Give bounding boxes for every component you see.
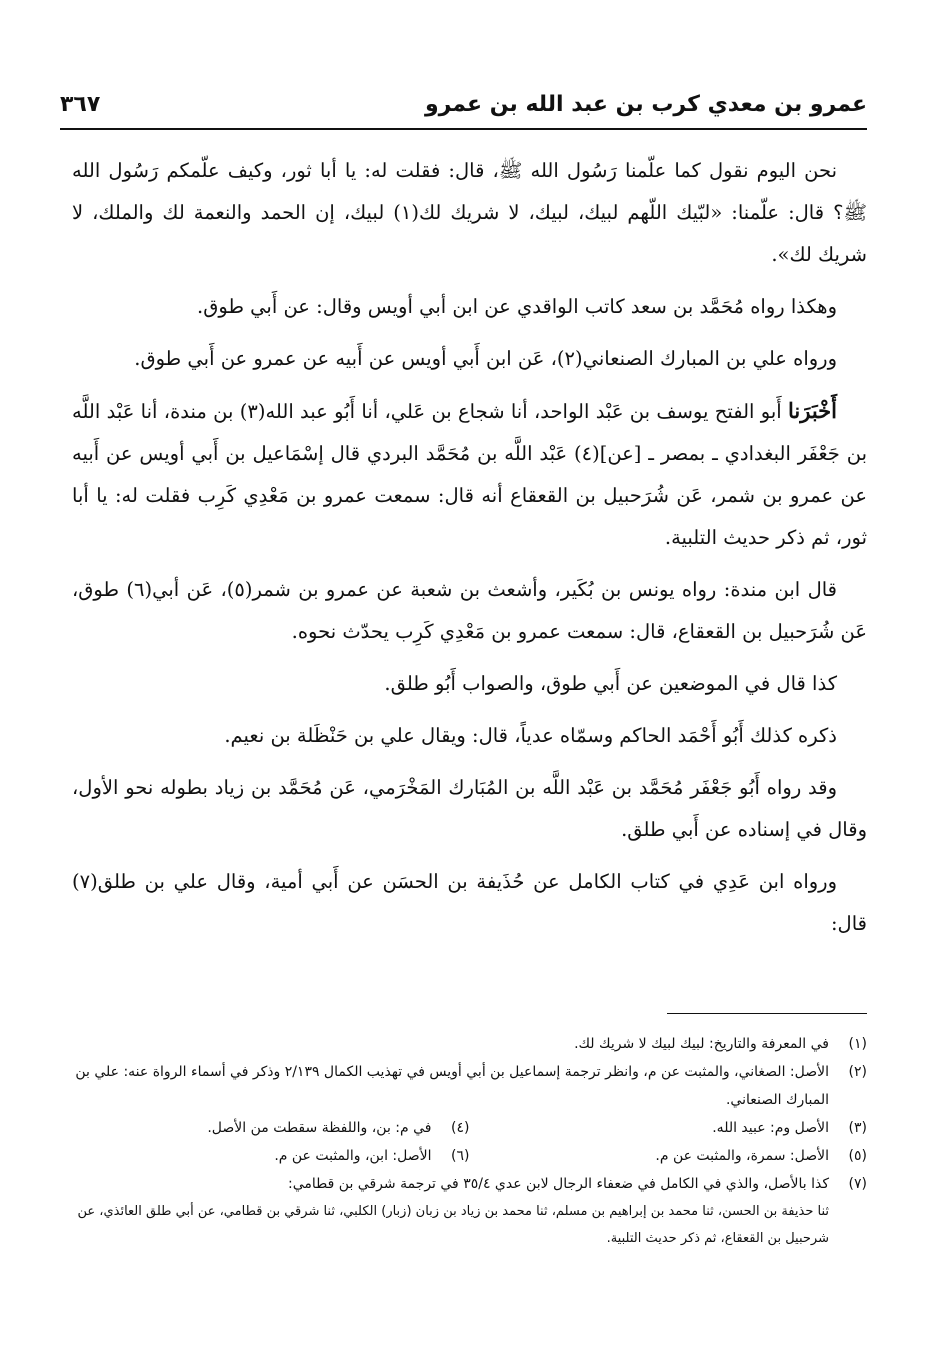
paragraph: ورواه علي بن المبارك الصنعاني(٢)، عَن ابن أَبي أويس عن أَبيه عن عمرو عن أَبي طوق. — [134, 347, 837, 370]
footnote-text: الأصل: ابن، والمثبت عن م. — [274, 1148, 432, 1164]
footnote-number: (٢) — [848, 1064, 867, 1080]
footnote-text: الأصل: سمرة، والمثبت عن م. — [655, 1148, 829, 1164]
footnote — [72, 1170, 867, 1198]
running-title: عمرو بن معدي كرب بن عبد الله بن عمرو — [424, 92, 867, 117]
footnote-text: الأصل وم: عبيد الله. — [712, 1120, 829, 1136]
footnote-quotation: ثنا حذيفة بن الحسن، ثنا محمد بن إبراهيم بن مسلم، ثنا محمد بن زياد بن زبان (زبار) الكلبي، ثنا شرقي بن قطامي، عن أبي طلق العائذي، عن شرحبيل بن القعقاع، ثم ذكر حديث التلبية. — [77, 1204, 829, 1246]
paragraph: وقد رواه أَبُو جَعْفَر مُحَمَّد بن عَبْد اللَّه بن المُبَارك المَخْرَمي، عَن مُحَمَّد بن زياد بطوله نحو الأول، وقال في إسناده عن أَبي طلق. — [72, 776, 867, 841]
footnote-number: (١) — [848, 1036, 867, 1052]
footnote — [72, 1030, 867, 1058]
paragraph: قال ابن مندة: رواه يونس بن بُكَير، وأشعث بن شعبة عن عمرو بن شمر(٥)، عَن أبي(٦) طوق، عَن شُرَحبيل بن القعقاع، قال: سمعت عمرو بن مَعْدِي كَرِب يحدّث نحوه. — [72, 578, 867, 643]
footnote-text: كذا بالأصل، والذي في الكامل في ضعفاء الرجال لابن عدي ٣٥/٤ في ترجمة شرقي بن قطامي: — [288, 1176, 829, 1192]
footnote-number: (٣) — [848, 1120, 867, 1136]
page-number: ٣٦٧ — [60, 92, 101, 117]
footnote-row — [72, 1142, 867, 1170]
running-header — [60, 92, 867, 130]
footnote-number: (٥) — [848, 1148, 867, 1164]
paragraph — [72, 390, 867, 559]
header-rule — [60, 128, 867, 130]
footnote-number: (٦) — [451, 1148, 470, 1164]
footnote-separator — [667, 1013, 867, 1014]
footnote-number: (٤) — [451, 1120, 470, 1136]
paragraph: كذا قال في الموضعين عن أَبي طوق، والصواب أَبُو طلق. — [384, 672, 837, 695]
footnote — [72, 1058, 867, 1114]
paragraph: وهكذا رواه مُحَمَّد بن سعد كاتب الواقدي عن ابن أبي أويس وقال: عن أَبي طوق. — [197, 295, 837, 318]
paragraph: ذكره كذلك أَبُو أَحْمَد الحاكم وسمّاه عدياً، قال: ويقال علي بن حَنْظَلة بن نعيم. — [224, 724, 837, 747]
paragraph-text: أَبو الفتح يوسف بن عَبْد الواحد، أنا شجاع بن عَلي، أنا أَبُو عبد الله(٣) بن مندة، أنا عَبْد اللَّه بن جَعْفَر البغدادي ـ بمصر ـ [عن](٤) عَبْد اللَّه بن مُحَمَّد البردي قال إسْمَاعيل بن أَبي أويس عن أَبيه عن عمرو بن شمر، عَن شُرَحبيل بن القعقاع أنه قال: سمعت عمرو بن مَعْدِي كَرِب فقلت له: يا أبا ثور، ثم ذكر حديث التلبية. — [72, 400, 867, 549]
footnote — [72, 1142, 470, 1170]
paragraph: ورواه ابن عَدِي في كتاب الكامل عن حُذَيفة بن الحسَن عن أَبي أمية، وقال علي بن طلق(٧) قال: — [72, 870, 867, 935]
footnote-row — [72, 1114, 867, 1142]
paragraph: نحن اليوم نقول كما علّمنا رَسُول الله ﷺ، قال: فقلت له: يا أبا ثور، وكيف علّمكم رَسُول الله ﷺ؟ قال: علّمنا: «لبّيك اللّهم لبيك، لبيك، لا شريك لك(١) لبيك، إن الحمد والنعمة لك والملك، لا شريك لك». — [72, 159, 867, 266]
main-text — [72, 150, 867, 955]
footnotes — [72, 1030, 867, 1252]
footnote-text: في المعرفة والتاريخ: لبيك لبيك لا شريك لك. — [574, 1036, 829, 1052]
footnote-number: (٧) — [848, 1176, 867, 1192]
footnote-text: في م: بن، واللفظة سقطت من الأصل. — [207, 1120, 432, 1136]
isnad-lead-word: أَخْبَرَنا — [788, 398, 837, 423]
footnote — [72, 1114, 470, 1142]
footnote — [470, 1114, 868, 1142]
footnote — [470, 1142, 868, 1170]
footnote-text: الأصل: الصغاني، والمثبت عن م، وانظر ترجمة إسماعيل بن أبي أويس في تهذيب الكمال ٢/١٣٩ وذكر في أسماء الرواة عنه: علي بن المبارك الصنعاني. — [75, 1064, 829, 1108]
